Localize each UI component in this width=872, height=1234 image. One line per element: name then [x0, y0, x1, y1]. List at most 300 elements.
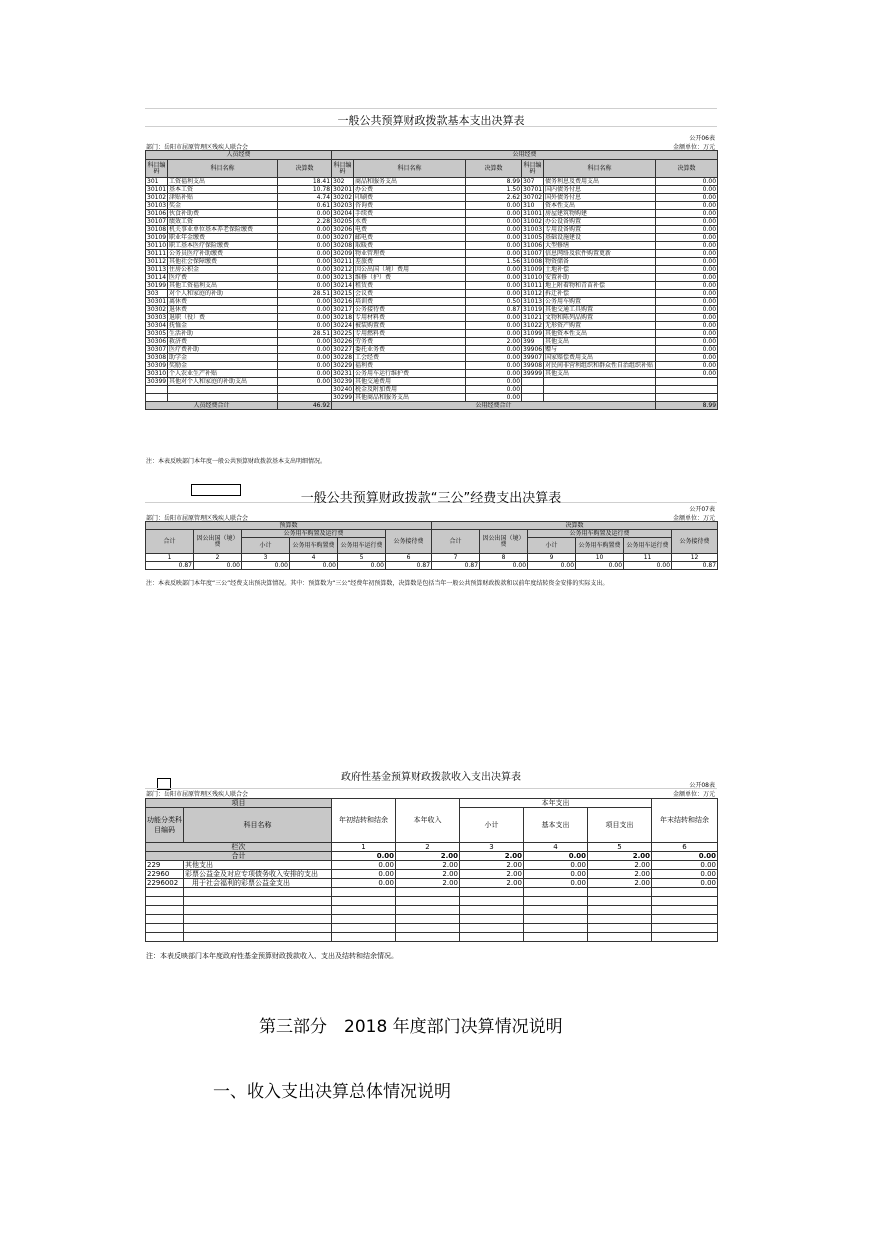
subject-code: 30229: [333, 361, 353, 369]
subject-code: 30205: [333, 217, 353, 225]
subject-code: [146, 386, 168, 394]
table-row: [146, 258, 718, 266]
subject-name: 手续费: [354, 210, 466, 218]
subject-code: 30202: [333, 193, 353, 201]
subject-name: 职工基本医疗保险缴费: [168, 242, 278, 250]
subject-code: 30199: [147, 281, 167, 289]
amount: 0.00: [656, 354, 718, 362]
subject-name: [544, 394, 656, 402]
subject-code: 30113: [147, 265, 167, 273]
amount: 2.00: [396, 861, 460, 870]
subject-name: 退职（役）费: [168, 314, 278, 322]
total-public-value: 8.99: [656, 402, 718, 410]
subject-name: 彩票公益金及对应专项债务收入安排的支出: [184, 870, 332, 879]
table3-title: 政府性基金预算财政拨款收入支出决算表: [341, 772, 521, 783]
subject-name: 公务员医疗补助缴费: [168, 250, 278, 258]
col-car-operation: 公务用车运行费: [624, 538, 672, 554]
table-row: [146, 242, 718, 250]
subject-name: 商品和服务支出: [354, 178, 466, 186]
table3-sheet: [145, 764, 717, 964]
amount: 0.00: [466, 330, 522, 338]
subject-name: 其他支出: [184, 861, 332, 870]
table1-dept: 部门：岳阳市屈原管理区残疾人联合会: [146, 144, 249, 151]
amount: 0.00: [656, 250, 718, 258]
subject-code: 30305: [147, 329, 167, 337]
amount: 0.87: [466, 306, 522, 314]
subject-code: 30399: [147, 377, 167, 385]
col-reception: 公务接待费: [386, 530, 432, 554]
amount: 2.00: [460, 861, 524, 870]
amount: 2.00: [588, 879, 652, 888]
subject-name: 土地补偿: [544, 266, 656, 274]
amount: 0.00: [332, 861, 396, 870]
amount: 0.00: [656, 218, 718, 226]
subject-code: 399: [522, 338, 544, 346]
amount: 0.00: [278, 306, 332, 314]
subject-name: 基础设施建设: [544, 234, 656, 242]
column-index: 12: [672, 554, 718, 562]
table2-code: 公开07表: [689, 506, 715, 513]
subject-name: 职业年金缴费: [168, 234, 278, 242]
column-index: 1: [332, 843, 396, 852]
subject-name: 其他交通工具购置: [544, 306, 656, 314]
subject-code: 30224: [333, 321, 353, 329]
subject-name: 大型修缮: [544, 242, 656, 250]
amount: 2.00: [460, 870, 524, 879]
subject-code: 30701: [523, 185, 543, 193]
subject-code: 31019: [523, 305, 543, 313]
amount: 0.00: [466, 386, 522, 394]
subject-code: 30213: [333, 273, 353, 281]
amount: 0.00: [656, 314, 718, 322]
subject-code: 30307: [147, 345, 167, 353]
amount: 0.00: [466, 282, 522, 290]
subject-name: 专用燃料费: [354, 330, 466, 338]
subject-name: 拆迁补偿: [544, 290, 656, 298]
subject-code: 30103: [147, 201, 167, 209]
amount: 0.00: [338, 562, 386, 570]
amount: 2.00: [588, 861, 652, 870]
col-subject-name: 科目名称: [184, 808, 332, 843]
subject-code: 31002: [523, 217, 543, 225]
subject-name: 住房公积金: [168, 266, 278, 274]
col-amount: 决算数: [466, 160, 522, 178]
table-row: [146, 274, 718, 282]
subject-code: 30306: [147, 337, 167, 345]
amount: 0.00: [278, 298, 332, 306]
subject-code: 30304: [147, 321, 167, 329]
subject-code: 30209: [333, 249, 353, 257]
amount: 0.00: [656, 194, 718, 202]
subject-code: 310: [522, 202, 544, 210]
amount: 0.00: [480, 562, 528, 570]
column-index: 2: [194, 554, 242, 562]
subject-name: 津贴补贴: [168, 194, 278, 202]
subject-code: 30107: [147, 217, 167, 225]
column-index: 10: [576, 554, 624, 562]
col-code: 科目编码: [146, 160, 168, 178]
subject-name: [168, 394, 278, 402]
subject-code: 30109: [147, 233, 167, 241]
amount: 0.00: [524, 879, 588, 888]
subject-name: 其他支出: [544, 370, 656, 378]
subject-code: 30239: [333, 377, 353, 385]
table-row: [146, 194, 718, 202]
subject-code: 30215: [333, 289, 353, 297]
amount: 0.00: [466, 370, 522, 378]
subject-code: 30299: [333, 393, 353, 401]
subject-name: 救济费: [168, 338, 278, 346]
subject-code: 30204: [333, 209, 353, 217]
subject-code: 302: [332, 178, 354, 186]
subject-name: 专用设备购置: [544, 226, 656, 234]
subject-name: 其他工资福利支出: [168, 282, 278, 290]
amount: 0.00: [466, 322, 522, 330]
subject-code: 31011: [523, 281, 543, 289]
amount: 0.00: [656, 346, 718, 354]
amount: 0.00: [656, 362, 718, 370]
subject-name: 医疗费: [168, 274, 278, 282]
table1-title: 一般公共预算财政拨款基本支出决算表: [337, 114, 525, 127]
amount: 0.50: [466, 298, 522, 306]
total-value: 0.00: [652, 852, 718, 861]
subject-name: 文物和陈列品购置: [544, 314, 656, 322]
column-index: 5: [588, 843, 652, 852]
amount: 0.00: [278, 362, 332, 370]
col-car-operation: 公务用车运行费: [338, 538, 386, 554]
table-row: [146, 378, 718, 386]
subject-name: 其他社会保障缴费: [168, 258, 278, 266]
subject-code: 30303: [147, 313, 167, 321]
col-subtotal: 小计: [242, 538, 290, 554]
amount: 0.00: [528, 562, 576, 570]
amount: 0.00: [656, 210, 718, 218]
amount: 0.61: [278, 202, 332, 210]
subject-code: 30308: [147, 353, 167, 361]
subject-code: 30203: [333, 201, 353, 209]
amount: 0.00: [524, 861, 588, 870]
amount: 0.00: [466, 314, 522, 322]
subject-code: 30208: [333, 241, 353, 249]
subject-name: 物资储备: [544, 258, 656, 266]
project-header: 项目: [146, 799, 332, 808]
amount: 2.00: [396, 870, 460, 879]
table-row: [146, 322, 718, 330]
subject-name: 水费: [354, 218, 466, 226]
amount: 0.00: [278, 322, 332, 330]
column-index: 3: [242, 554, 290, 562]
subject-code: [522, 378, 544, 386]
subject-code: 39907: [523, 353, 543, 361]
amount: [656, 386, 718, 394]
table1-unit: 金额单位：万元: [672, 144, 715, 151]
amount: 0.00: [624, 562, 672, 570]
subject-code: 229: [146, 861, 184, 870]
subject-name: 对民间非营利组织和群众性自治组织补贴: [544, 362, 656, 370]
subject-name: 公务用车运行维护费: [354, 370, 466, 378]
subject-code: 31021: [523, 313, 543, 321]
subject-code: 31005: [523, 233, 543, 241]
subject-name: 咨询费: [354, 202, 466, 210]
amount: 0.00: [466, 242, 522, 250]
amount: 0.00: [466, 354, 522, 362]
subject-name: 邮电费: [354, 234, 466, 242]
amount: 0.00: [656, 186, 718, 194]
subject-name: 抚恤金: [168, 322, 278, 330]
subject-name: 印刷费: [354, 194, 466, 202]
amount: 0.00: [332, 870, 396, 879]
subject-name: 基本工资: [168, 186, 278, 194]
subject-code: 30302: [147, 305, 167, 313]
col-code: 科目编码: [332, 160, 354, 178]
subject-name: 劳务费: [354, 338, 466, 346]
table1-grid: [145, 150, 718, 410]
subject-name: 伙食补助费: [168, 210, 278, 218]
total-personnel-value: 46.92: [278, 402, 332, 410]
amount: 0.00: [656, 274, 718, 282]
amount: 0.00: [656, 370, 718, 378]
col-name: 科目名称: [168, 160, 278, 178]
col-subtotal: 小计: [528, 538, 576, 554]
amount: 0.00: [656, 298, 718, 306]
amount: 0.00: [652, 879, 718, 888]
subject-code: 301: [146, 178, 168, 186]
amount: 0.00: [242, 562, 290, 570]
subject-code: 30206: [333, 225, 353, 233]
amount: 0.00: [194, 562, 242, 570]
subject-code: 31008: [523, 257, 543, 265]
table3-dept: 部门：岳阳市屈原管理区残疾人联合会: [146, 791, 249, 798]
subject-code: 30114: [147, 273, 167, 281]
amount: 0.00: [278, 226, 332, 234]
subject-code: 30227: [333, 345, 353, 353]
table-row: [146, 394, 718, 402]
subject-code: 31099: [523, 329, 543, 337]
amount: 1.56: [466, 258, 522, 266]
amount: [656, 394, 718, 402]
amount: 2.28: [278, 218, 332, 226]
subject-code: 30310: [147, 369, 167, 377]
amount: 0.00: [656, 234, 718, 242]
column-index: 3: [460, 843, 524, 852]
total-value: 2.00: [588, 852, 652, 861]
amount: 0.00: [466, 346, 522, 354]
table1-code: 公开06表: [689, 135, 715, 142]
subject-name: 物业管理费: [354, 250, 466, 258]
subject-code: 30112: [147, 257, 167, 265]
subject-name: 维修（护）费: [354, 274, 466, 282]
subject-name: 其他支出: [544, 338, 656, 346]
subject-code: 30702: [523, 193, 543, 201]
table-row: [146, 290, 718, 298]
table3-unit: 金额单位：万元: [672, 791, 715, 798]
subsection-title: 一、收入支出决算总体情况说明: [213, 1082, 451, 1102]
table2-grid: [145, 521, 718, 570]
col-carry-out: 年末结转和结余: [652, 799, 718, 843]
amount: 0.00: [524, 870, 588, 879]
subject-code: 30217: [333, 305, 353, 313]
subject-name: 无形资产购置: [544, 322, 656, 330]
amount: 0.00: [466, 226, 522, 234]
subject-code: 30212: [333, 265, 353, 273]
subject-name: 个人农业生产补贴: [168, 370, 278, 378]
amount: [278, 394, 332, 402]
subject-code: 30110: [147, 241, 167, 249]
subject-name: 生活补助: [168, 330, 278, 338]
col-func-code: 功能分类科目编码: [146, 808, 184, 843]
table-row: [146, 186, 718, 194]
table-row: [146, 386, 718, 394]
amount: 0.00: [656, 338, 718, 346]
amount: 0.00: [278, 274, 332, 282]
total-label: 合计: [146, 852, 332, 861]
subject-name: 培训费: [354, 298, 466, 306]
amount: [656, 378, 718, 386]
table2-sheet: [145, 482, 717, 602]
row-index-label: 栏次: [146, 843, 332, 852]
table3-code: 公开08表: [689, 782, 715, 789]
subject-name: 被装购置费: [354, 322, 466, 330]
subject-name: 离休费: [168, 298, 278, 306]
subject-code: 31012: [523, 289, 543, 297]
subject-name: 赠与: [544, 346, 656, 354]
subject-code: 30225: [333, 329, 353, 337]
amount: 0.87: [672, 562, 718, 570]
column-index: 11: [624, 554, 672, 562]
subject-name: 公务接待费: [354, 306, 466, 314]
amount: 0.00: [278, 314, 332, 322]
column-index: 5: [338, 554, 386, 562]
col-income: 本年收入: [396, 799, 460, 843]
amount: 0.00: [278, 338, 332, 346]
subject-name: 工会经费: [354, 354, 466, 362]
column-index: 1: [146, 554, 194, 562]
table2-title: 一般公共预算财政拨款“三公”经费支出决算表: [300, 491, 562, 506]
amount: 0.00: [656, 330, 718, 338]
table-row: [146, 298, 718, 306]
amount: 0.00: [466, 290, 522, 298]
amount: 0.00: [466, 250, 522, 258]
subject-name: 公务用车购置: [544, 298, 656, 306]
col-amount: 决算数: [278, 160, 332, 178]
subject-code: 31009: [523, 265, 543, 273]
amount: 0.00: [656, 322, 718, 330]
subject-name: 医疗费补助: [168, 346, 278, 354]
subject-code: 30228: [333, 353, 353, 361]
subject-name: 国家赔偿费用支出: [544, 354, 656, 362]
subject-name: 会议费: [354, 290, 466, 298]
subject-name: 因公出国（境）费用: [354, 266, 466, 274]
table-row: [146, 362, 718, 370]
total-value: 0.00: [332, 852, 396, 861]
amount: 1.50: [466, 186, 522, 194]
table-row: [146, 178, 718, 186]
table-row: [146, 870, 718, 879]
table3-note: 注：本表反映部门本年度政府性基金预算财政拨款收入、支出及结转和结余情况。: [146, 952, 398, 960]
amount: 0.00: [656, 202, 718, 210]
table-row: [146, 314, 718, 322]
table-row: [146, 250, 718, 258]
col-reception: 公务接待费: [672, 530, 718, 554]
amount: 0.00: [278, 266, 332, 274]
subject-name: 专用材料费: [354, 314, 466, 322]
col-code: 科目编码: [522, 160, 544, 178]
amount: 0.00: [278, 346, 332, 354]
subject-code: 31022: [523, 321, 543, 329]
col-spend: 本年支出: [460, 799, 652, 808]
subject-name: 国内债务付息: [544, 186, 656, 194]
table-row: [146, 306, 718, 314]
subject-name: 国外债务付息: [544, 194, 656, 202]
column-index: 2: [396, 843, 460, 852]
subject-code: 31010: [523, 273, 543, 281]
amount: 0.00: [652, 870, 718, 879]
amount: 0.00: [278, 370, 332, 378]
amount: 0.00: [652, 861, 718, 870]
subject-code: 30226: [333, 337, 353, 345]
total-value: 0.00: [524, 852, 588, 861]
amount: 8.99: [466, 178, 522, 186]
table1-note: 注：本表反映部门本年度一般公共预算财政拨款基本支出明细情况。: [146, 458, 327, 465]
subject-name: [544, 386, 656, 394]
table2-dept: 部门：岳阳市屈原管理区残疾人联合会: [146, 515, 249, 522]
subject-code: 22960: [146, 870, 184, 879]
amount: 0.00: [290, 562, 338, 570]
amount: 0.00: [656, 266, 718, 274]
subject-code: 30309: [147, 361, 167, 369]
subject-code: 31013: [523, 297, 543, 305]
col-total: 合计: [432, 530, 480, 554]
subject-code: 39906: [523, 345, 543, 353]
subject-code: 30108: [147, 225, 167, 233]
subject-code: 30240: [333, 385, 353, 393]
subject-name: 资本性支出: [544, 202, 656, 210]
subject-code: 31003: [523, 225, 543, 233]
table-row: [146, 210, 718, 218]
subject-name: 其他对个人和家庭的补助支出: [168, 378, 278, 386]
col-car-purchase: 公务用车购置费: [576, 538, 624, 554]
amount: 2.00: [460, 879, 524, 888]
subject-name: 工资福利支出: [168, 178, 278, 186]
amount: 2.00: [466, 338, 522, 346]
col-amount: 决算数: [656, 160, 718, 178]
table-row: [146, 354, 718, 362]
subject-name: 助学金: [168, 354, 278, 362]
col-carry-in: 年初结转和结余: [332, 799, 396, 843]
amount: 0.00: [466, 218, 522, 226]
subject-name: 税金及附加费用: [354, 386, 466, 394]
column-index: 9: [528, 554, 576, 562]
subject-name: 房屋建筑物购建: [544, 210, 656, 218]
amount: 2.00: [588, 870, 652, 879]
table2-unit: 金额单位：万元: [672, 515, 715, 522]
amount: 0.00: [278, 258, 332, 266]
total-public-label: 公用经费合计: [332, 402, 656, 410]
column-index: 4: [524, 843, 588, 852]
subject-name: [168, 386, 278, 394]
table-row: [146, 218, 718, 226]
column-index: 6: [652, 843, 718, 852]
amount: 10.78: [278, 186, 332, 194]
subject-name: 地上附着物和青苗补偿: [544, 282, 656, 290]
amount: 0.87: [432, 562, 480, 570]
subject-name: 奖励金: [168, 362, 278, 370]
amount: 0.00: [278, 250, 332, 258]
subject-name: 差旅费: [354, 258, 466, 266]
subject-code: 30211: [333, 257, 353, 265]
subject-code: 2296002: [146, 879, 184, 888]
amount: 28.51: [278, 290, 332, 298]
